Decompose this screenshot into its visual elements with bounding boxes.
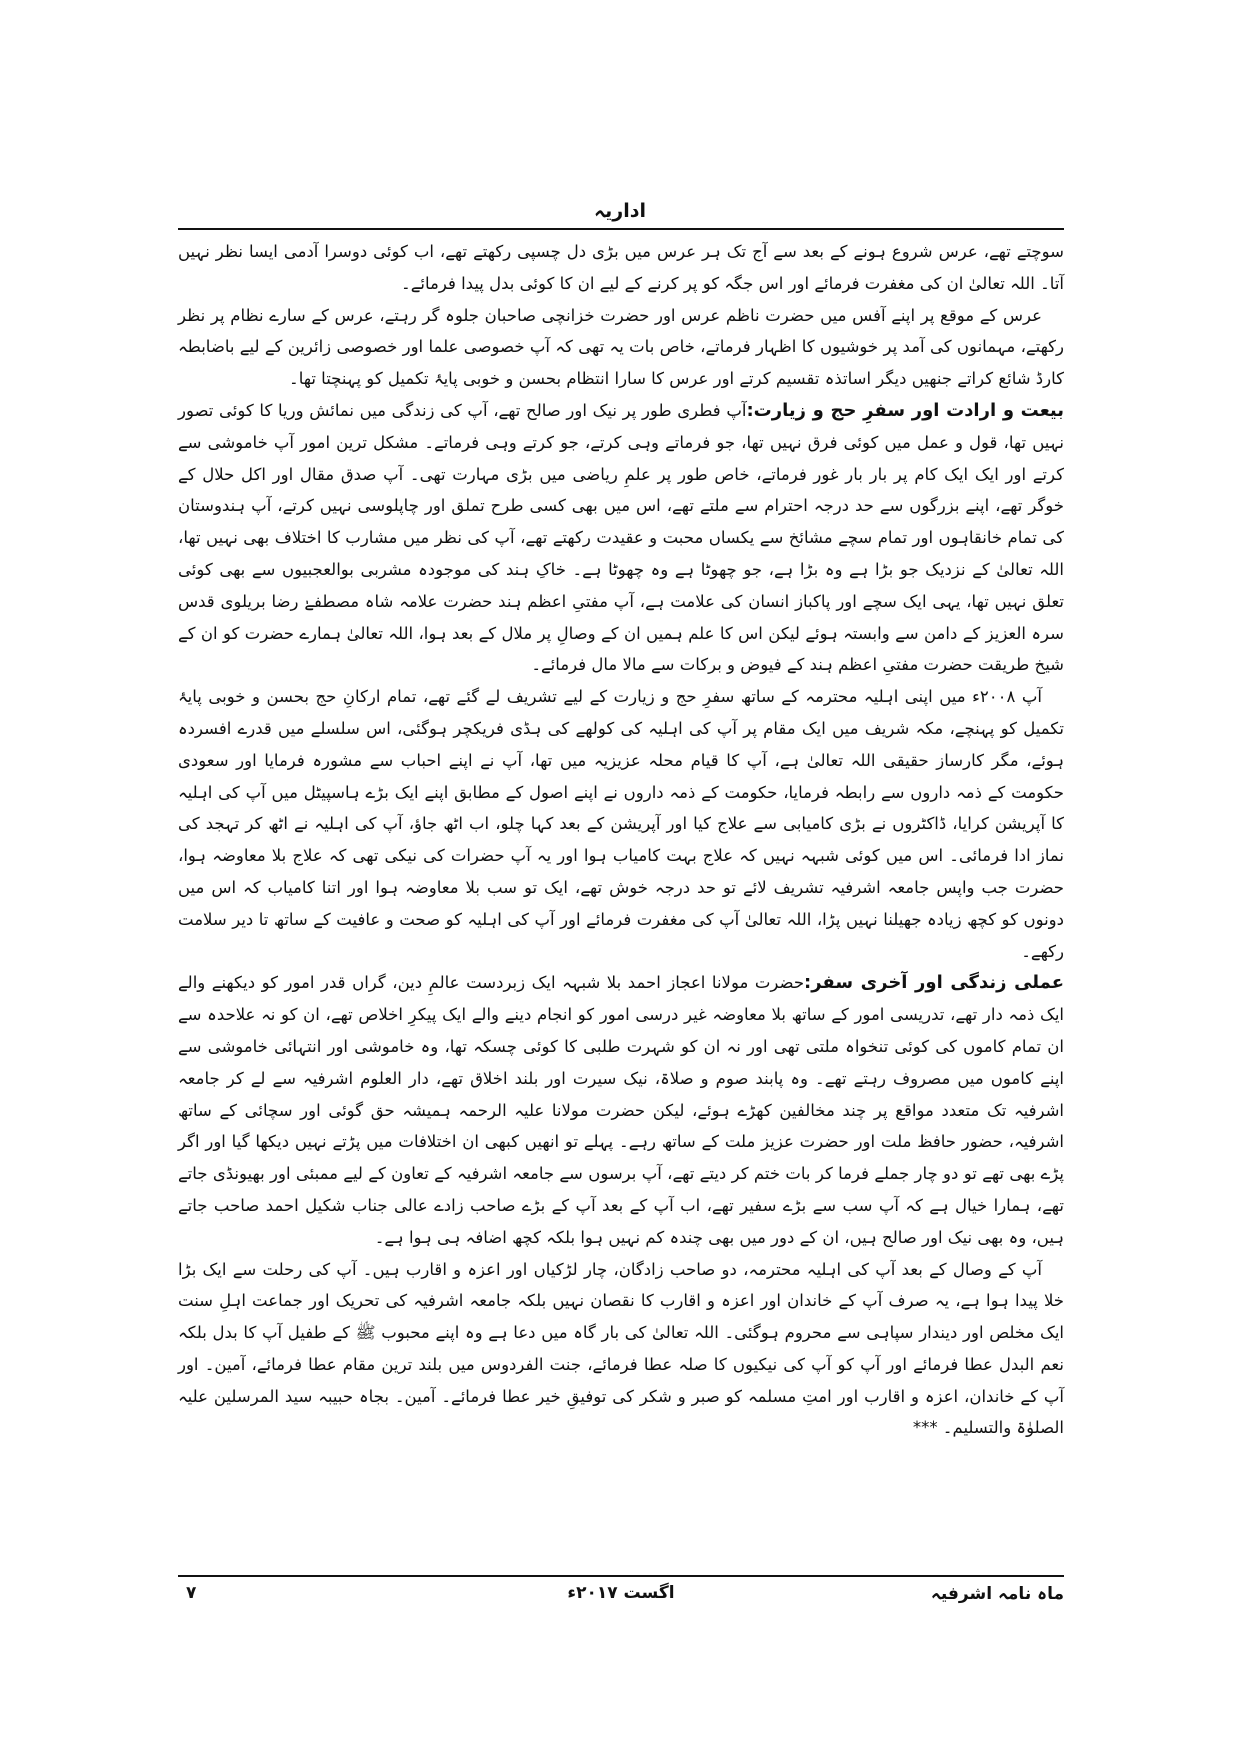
section-heading: عملی زندگی اور آخری سفر: [804,972,1064,994]
paragraph-text: عرس کے موقع پر اپنے آفس میں حضرت ناظم عرس اور حضرت خزانچی صاحبان جلوہ گر رہتے، عرس کے سارے نظام پر نظر رکھتے، مہمانوں کی آمد پر خوشیوں کا اظہار فرماتے، خاص بات یہ تھی کہ آپ خصوصی علما اور خصوصی زائرین کے لیے باضابطہ کارڈ شائع کراتے جنھیں دیگر اساتذہ تقسیم کرتے اور عرس کا سارا انتظام بحسن و خوبی پایۂ تکمیل کو پہنچتا تھا۔ [178,305,1064,389]
paragraph-text: آپ فطری طور پر نیک اور صالح تھے، آپ کی زندگی میں نمائش وریا کا کوئی تصور نہیں تھا، قول و عمل میں کوئی فرق نہیں تھا، جو فرماتے وہی کرتے، جو کرتے وہی فرماتے۔ مشکل ترین امور آپ خاموشی سے کرتے اور ایک ایک کام پر بار بار غور فرماتے، خاص طور پر علمِ ریاضی میں بڑی مہارت تھی۔ آپ صدق مقال اور اکل حلال کے خوگر تھے، اپنے بزرگوں سے حد درجہ احترام سے ملتے تھے، اس میں بھی کسی طرح تملق اور چاپلوسی نہیں کرتے، آپ ہندوستان کی تمام خانقاہوں اور تمام سچے مشائخ سے یکساں محبت و عقیدت رکھتے تھے، آپ کی نظر میں مشارب کا اختلاف بھی نہیں تھا، اللہ تعالیٰ کے نزدیک جو بڑا ہے وہ بڑا ہے، جو چھوٹا ہے وہ چھوٹا ہے۔ خاکِ ہند کی موجودہ مشربی بوالعجبیوں سے بھی کوئی تعلق نہیں تھا، یہی ایک سچے اور پاکباز انسان کی علامت ہے، آپ مفتیِ اعظم ہند حضرت علامہ شاہ مصطفےٰ رضا بریلوی قدس سرہ العزیز کے دامن سے وابستہ ہوئے لیکن اس کا علم ہمیں ان کے وصالِ پر ملال کے بعد ہوا، اللہ تعالیٰ ہمارے حضرت کو ان کے شیخ طریقت حضرت مفتیِ اعظم ہند کے فیوض و برکات سے مالا مال فرمائے۔ [178,400,1064,675]
page-header-label: اداریہ [594,200,646,222]
footer-issue-date: اگست ۲۰۱۷ء [567,1583,675,1603]
article-body [178,236,1064,1444]
article-paragraph [178,1254,1064,1445]
footer-rule [178,1575,1064,1577]
article-paragraph [178,236,1064,300]
paragraph-text: سوچتے تھے، عرس شروع ہونے کے بعد سے آج تک ہر عرس میں بڑی دل چسپی رکھتے تھے، اب کوئی دوسرا آدمی ایسا نظر نہیں آتا۔ اللہ تعالیٰ ان کی مغفرت فرمائے اور اس جگہ کو پر کرنے کے لیے ان کا کوئی بدل پیدا فرمائے۔ [178,242,1064,293]
footer-page-number: ۷ [186,1583,197,1603]
paragraph-text: آپ ۲۰۰۸ء میں اپنی اہلیہ محترمہ کے ساتھ سفرِ حج و زیارت کے لیے تشریف لے گئے تھے، تمام ارکانِ حج بحسن و خوبی پایۂ تکمیل کو پہنچے، مکہ شریف میں ایک مقام پر آپ کی اہلیہ کی کولھے کی ہڈی فریکچر ہوگئی، اس سلسلے میں قدرے افسردہ ہوئے، مگر کارساز حقیقی اللہ تعالیٰ ہے، آپ کا قیام محلہ عزیزیہ میں تھا، آپ نے اپنے احباب سے مشورہ فرمایا اور سعودی حکومت کے ذمہ داروں سے رابطہ فرمایا، حکومت کے ذمہ داروں نے اپنے اصول کے مطابق اپنے ایک بڑے ہاسپیٹل میں آپ کی اہلیہ کا آپریشن کرایا، ڈاکٹروں نے بڑی کامیابی سے علاج کیا اور آپریشن کے بعد کہا چلو، اب اٹھ جاؤ، آپ کی اہلیہ نے اٹھ کر تہجد کی نماز ادا فرمائی۔ اس میں کوئی شبہہ نہیں کہ علاج بہت کامیاب ہوا اور یہ آپ حضرات کی نیکی تھی کہ علاج بلا معاوضہ ہوا، حضرت جب واپس جامعہ اشرفیہ تشریف لائے تو حد درجہ خوش تھے، ایک تو سب بلا معاوضہ ہوا اور اتنا کامیاب کہ اس میں دونوں کو کچھ زیادہ جھیلنا نہیں پڑا، اللہ تعالیٰ آپ کی مغفرت فرمائے اور آپ کی اہلیہ کو صحت و عافیت کے ساتھ تا دیر سلامت رکھے۔ [178,687,1064,961]
section-heading: بیعت و ارادت اور سفرِ حج و زیارت: [746,399,1065,421]
paragraph-text: حضرت مولانا اعجاز احمد بلا شبہہ ایک زبردست عالمِ دین، گراں قدر امور کو دیکھنے والے ایک ذمہ دار تھے، تدریسی امور کے ساتھ بلا معاوضہ غیر درسی امور کو انجام دینے والے ایک پیکرِ اخلاص تھے، ان کو نہ علاحدہ سے ان تمام کاموں کی کوئی تنخواہ ملتی تھی اور نہ ان کو شہرت طلبی کا کوئی چسکہ تھا، وہ خاموشی اور انتہائی خاموشی سے اپنے کاموں میں مصروف رہتے تھے۔ وہ پابند صوم و صلاۃ، نیک سیرت اور بلند اخلاق تھے، دار العلوم اشرفیہ سے لے کر جامعہ اشرفیہ تک متعدد مواقع پر چند مخالفین کھڑے ہوئے، لیکن حضرت مولانا علیہ الرحمہ ہمیشہ حق گوئی اور سچائی کے ساتھ اشرفیہ، حضور حافظ ملت اور حضرت عزیز ملت کے ساتھ رہے۔ پہلے تو انھیں کبھی ان اختلافات میں پڑتے نہیں دیکھا گیا اور اگر پڑے بھی تھے تو دو چار جملے فرما کر بات ختم کر دیتے تھے، آپ برسوں سے جامعہ اشرفیہ کے تعاون کے لیے ممبئی اور بھیونڈی جاتے تھے، ہمارا خیال ہے کہ آپ سب سے بڑے سفیر تھے، اب آپ کے بعد آپ کے بڑے صاحب زادے عالی جناب شکیل احمد صاحب جاتے ہیں، وہ بھی نیک اور صالح ہیں، ان کے دور میں بھی چندہ کم نہیں ہوا بلکہ کچھ اضافہ ہی ہوا ہے۔ [178,973,1064,1247]
page-footer [178,1583,1064,1613]
footer-magazine-name: ماہ نامہ اشرفیہ [930,1584,1064,1604]
article-paragraph [178,395,1064,681]
article-paragraph [178,967,1064,1253]
article-paragraph [178,681,1064,967]
paragraph-text: آپ کے وصال کے بعد آپ کی اہلیہ محترمہ، دو صاحب زادگان، چار لڑکیاں اور اعزہ و اقارب ہیں۔ آپ کی رحلت سے ایک بڑا خلا پیدا ہوا ہے، یہ صرف آپ کے خاندان اور اعزہ و اقارب کا نقصان نہیں بلکہ جامعہ اشرفیہ کی تحریک اور جماعت اہلِ سنت ایک مخلص اور دیندار سپاہی سے محروم ہوگئی۔ اللہ تعالیٰ کی بار گاہ میں دعا ہے وہ اپنے محبوب ﷺ کے طفیل آپ کا بدل بلکہ نعم البدل عطا فرمائے اور آپ کو آپ کی نیکیوں کا صلہ عطا فرمائے، جنت الفردوس میں بلند ترین مقام عطا فرمائے، آمین۔ اور آپ کے خاندان، اعزہ و اقارب اور امتِ مسلمہ کو صبر و شکر کی توفیقِ خیر عطا فرمائے۔ آمین۔ بجاہ حبیبہ سید المرسلین علیہ الصلوٰۃ والتسلیم۔ *** [178,1259,1064,1438]
header-rule [178,228,1064,230]
article-paragraph [178,300,1064,395]
